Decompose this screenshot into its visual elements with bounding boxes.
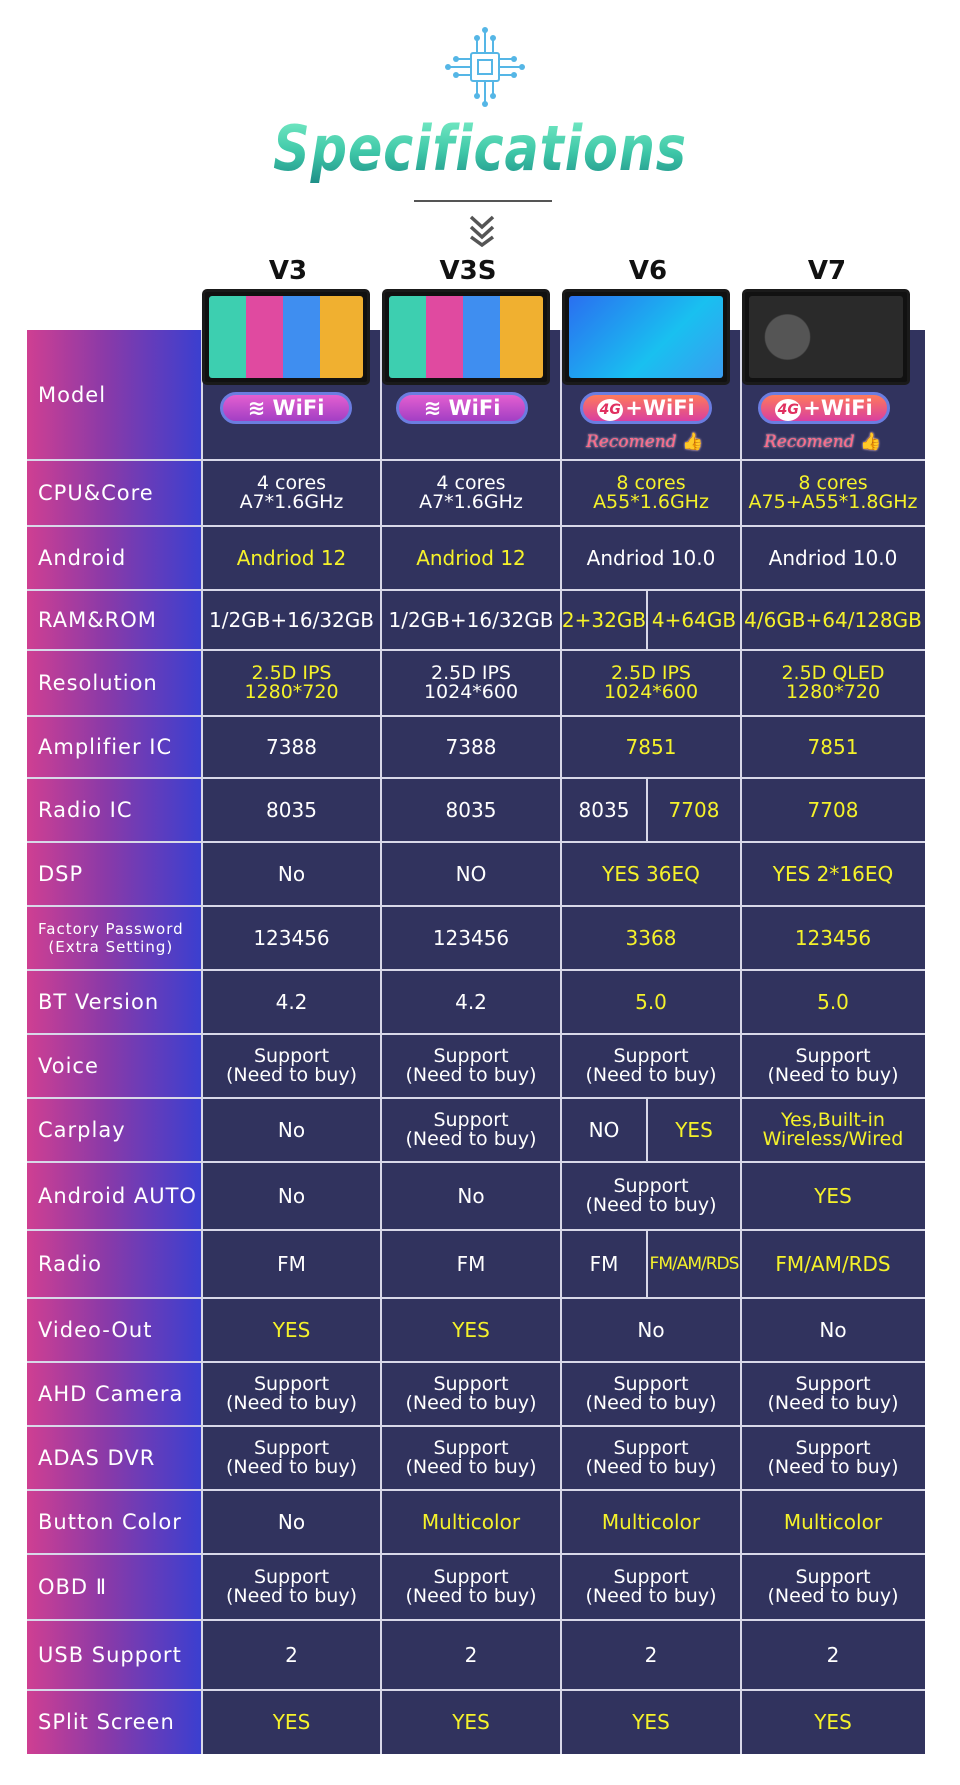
chip-icon: [440, 22, 530, 112]
recommend-label-v6: Recomend 👍: [586, 432, 704, 452]
column-v7: V7: [807, 256, 847, 286]
cell-v7: Yes,Built-in Wireless/Wired: [762, 1109, 904, 1150]
row-label: SPlit Screen: [38, 1710, 175, 1734]
product-image-v6: [562, 289, 730, 385]
column-v3s: V3S: [439, 256, 497, 286]
cell-v3s: 1/2GB+16/32GB: [388, 608, 554, 632]
cell-v7: 2: [826, 1643, 840, 1667]
row-label: OBD Ⅱ: [38, 1575, 108, 1599]
cell-v7: Support (Need to buy): [767, 1373, 899, 1414]
cell-v3s: YES: [452, 1710, 490, 1734]
row-label: Android: [38, 546, 127, 570]
cell-v3s: 123456: [432, 926, 510, 950]
cell-v6b: 4+64GB: [651, 608, 737, 632]
cell-v3: 4.2: [275, 990, 308, 1014]
column-v3: V3: [268, 256, 308, 286]
cell-v3: 4 cores A7*1.6GHz: [239, 472, 344, 513]
cell-v3: 2.5D IPS 1280*720: [244, 662, 339, 703]
spec-table: [27, 330, 925, 1754]
cell-v6: Multicolor: [601, 1510, 701, 1534]
cell-v7: YES 2*16EQ: [772, 862, 894, 886]
cell-v3: Support (Need to buy): [226, 1045, 357, 1086]
4g-wifi-badge-v6: 4G +WiFi: [580, 392, 712, 424]
header: [0, 0, 960, 330]
wifi-icon: ≋: [423, 396, 442, 420]
cell-v3s: Support (Need to buy): [405, 1566, 537, 1607]
title-divider: [414, 200, 552, 202]
cell-v3: No: [277, 1184, 306, 1208]
row-label: Amplifier IC: [38, 735, 173, 759]
row-label: Radio IC: [38, 798, 133, 822]
cell-v6: No: [637, 1318, 665, 1342]
cell-v7: 123456: [794, 926, 872, 950]
cell-v3: No: [277, 1510, 306, 1534]
cell-v3s: Support (Need to buy): [405, 1109, 537, 1150]
cell-v7: 8 cores A75+A55*1.8GHz: [748, 472, 918, 513]
cell-v3: No: [277, 862, 306, 886]
row-label: Factory Password (Extra Setting): [38, 920, 184, 956]
cell-v6: 2.5D IPS 1024*600: [603, 662, 699, 703]
cell-v3s: 2.5D IPS 1024*600: [423, 662, 519, 703]
cell-v6: Support (Need to buy): [585, 1045, 717, 1086]
row-label: USB Support: [38, 1643, 182, 1667]
row-label: ADAS DVR: [38, 1446, 156, 1470]
cell-v6b: 7708: [668, 798, 720, 822]
cell-v3s: FM: [456, 1252, 486, 1276]
cell-v6a: 2+32GB: [561, 608, 647, 632]
cell-v3s: Support (Need to buy): [405, 1045, 537, 1086]
cell-v6b: FM/AM/RDS: [649, 1254, 739, 1274]
cell-v3: FM: [277, 1252, 306, 1276]
cell-v6: 3368: [625, 926, 677, 950]
row-label: Resolution: [38, 671, 158, 695]
product-image-v3: [202, 289, 370, 385]
cell-v6: Support (Need to buy): [585, 1437, 717, 1478]
row-label: CPU&Core: [38, 481, 154, 505]
chevron-down-icon: [468, 213, 496, 247]
cell-v7: YES: [814, 1184, 852, 1208]
4g-wifi-badge-v7: 4G +WiFi: [758, 392, 890, 424]
cell-v3s: 4 cores A7*1.6GHz: [419, 472, 523, 513]
thumbs-up-icon: 👍: [860, 432, 882, 452]
row-label: Model: [38, 383, 107, 407]
cell-v7: 7851: [807, 735, 859, 759]
cell-v3: Support (Need to buy): [226, 1373, 357, 1414]
row-label: Video-Out: [38, 1318, 153, 1342]
cell-v3: 1/2GB+16/32GB: [208, 608, 375, 632]
cell-v3s: 2: [464, 1643, 478, 1667]
cell-v7: YES: [814, 1710, 852, 1734]
cell-v6: 2: [644, 1643, 658, 1667]
cell-v3: YES: [272, 1318, 311, 1342]
cell-v3: Support (Need to buy): [226, 1566, 357, 1607]
cell-v3s: No: [457, 1184, 485, 1208]
cell-v7: 2.5D QLED 1280*720: [781, 662, 885, 703]
wifi-badge-v3s: ≋ WiFi: [396, 392, 528, 424]
cell-v7: FM/AM/RDS: [775, 1252, 891, 1276]
cell-v6a: NO: [588, 1118, 620, 1142]
cell-v7: Multicolor: [783, 1510, 883, 1534]
cell-v3s: YES: [452, 1318, 490, 1342]
cell-v6: 5.0: [635, 990, 667, 1014]
row-label: Carplay: [38, 1118, 126, 1142]
wifi-icon: ≋: [247, 396, 266, 420]
cell-v7: Support (Need to buy): [767, 1566, 899, 1607]
cell-v6: Support (Need to buy): [585, 1373, 717, 1414]
row-label: RAM&ROM: [38, 608, 157, 632]
cell-v6: 7851: [625, 735, 677, 759]
cell-v3s: Multicolor: [421, 1510, 521, 1534]
cell-v7: 7708: [807, 798, 859, 822]
cell-v6: Andriod 10.0: [586, 546, 716, 570]
page-title: Specifications: [86, 112, 873, 185]
cell-v7: 5.0: [817, 990, 849, 1014]
cell-v6: YES 36EQ: [602, 862, 700, 886]
cell-v3s: Andriod 12: [416, 546, 526, 570]
cell-v3: 123456: [253, 926, 330, 950]
row-label: Android AUTO: [38, 1184, 197, 1208]
cell-v6: Support (Need to buy): [585, 1175, 717, 1216]
cell-v7: Support (Need to buy): [767, 1437, 899, 1478]
cell-v3s: Support (Need to buy): [405, 1373, 537, 1414]
cell-v3: Support (Need to buy): [226, 1437, 357, 1478]
cell-v3s: 4.2: [455, 990, 487, 1014]
label-column: [27, 330, 202, 1754]
cell-v3: YES: [272, 1710, 311, 1734]
recommend-label-v7: Recomend 👍: [764, 432, 882, 452]
column-v6: V6: [628, 256, 668, 286]
cell-v6: 8 cores A55*1.6GHz: [593, 472, 709, 513]
cell-v3: Andriod 12: [236, 546, 347, 570]
cell-v7: 4/6GB+64/128GB: [744, 608, 922, 632]
product-image-v7: [742, 289, 910, 385]
cell-v6a: FM: [589, 1252, 619, 1276]
cell-v6a: 8035: [578, 798, 630, 822]
row-label: BT Version: [38, 990, 160, 1014]
cell-v6: YES: [632, 1710, 670, 1734]
row-label: DSP: [38, 862, 84, 886]
row-label: AHD Camera: [38, 1382, 184, 1406]
row-label: Radio: [38, 1252, 103, 1276]
wifi-badge-v3: ≋ WiFi: [220, 392, 352, 424]
thumbs-up-icon: 👍: [682, 432, 704, 452]
cell-v7: Andriod 10.0: [768, 546, 898, 570]
cell-v7: No: [819, 1318, 847, 1342]
cell-v3s: NO: [455, 862, 487, 886]
cell-v3s: 7388: [445, 735, 497, 759]
cell-v3s: Support (Need to buy): [405, 1437, 537, 1478]
cell-v3: No: [277, 1118, 306, 1142]
cell-v7: Support (Need to buy): [767, 1045, 899, 1086]
cell-v3s: 8035: [445, 798, 497, 822]
cell-v6: Support (Need to buy): [585, 1566, 717, 1607]
row-label: Voice: [38, 1054, 99, 1078]
product-image-v3s: [382, 289, 550, 385]
cell-v3: 2: [285, 1643, 298, 1667]
cell-v3: 7388: [266, 735, 317, 759]
cell-v6b: YES: [675, 1118, 713, 1142]
cell-v3: 8035: [266, 798, 317, 822]
row-label: Button Color: [38, 1510, 182, 1534]
